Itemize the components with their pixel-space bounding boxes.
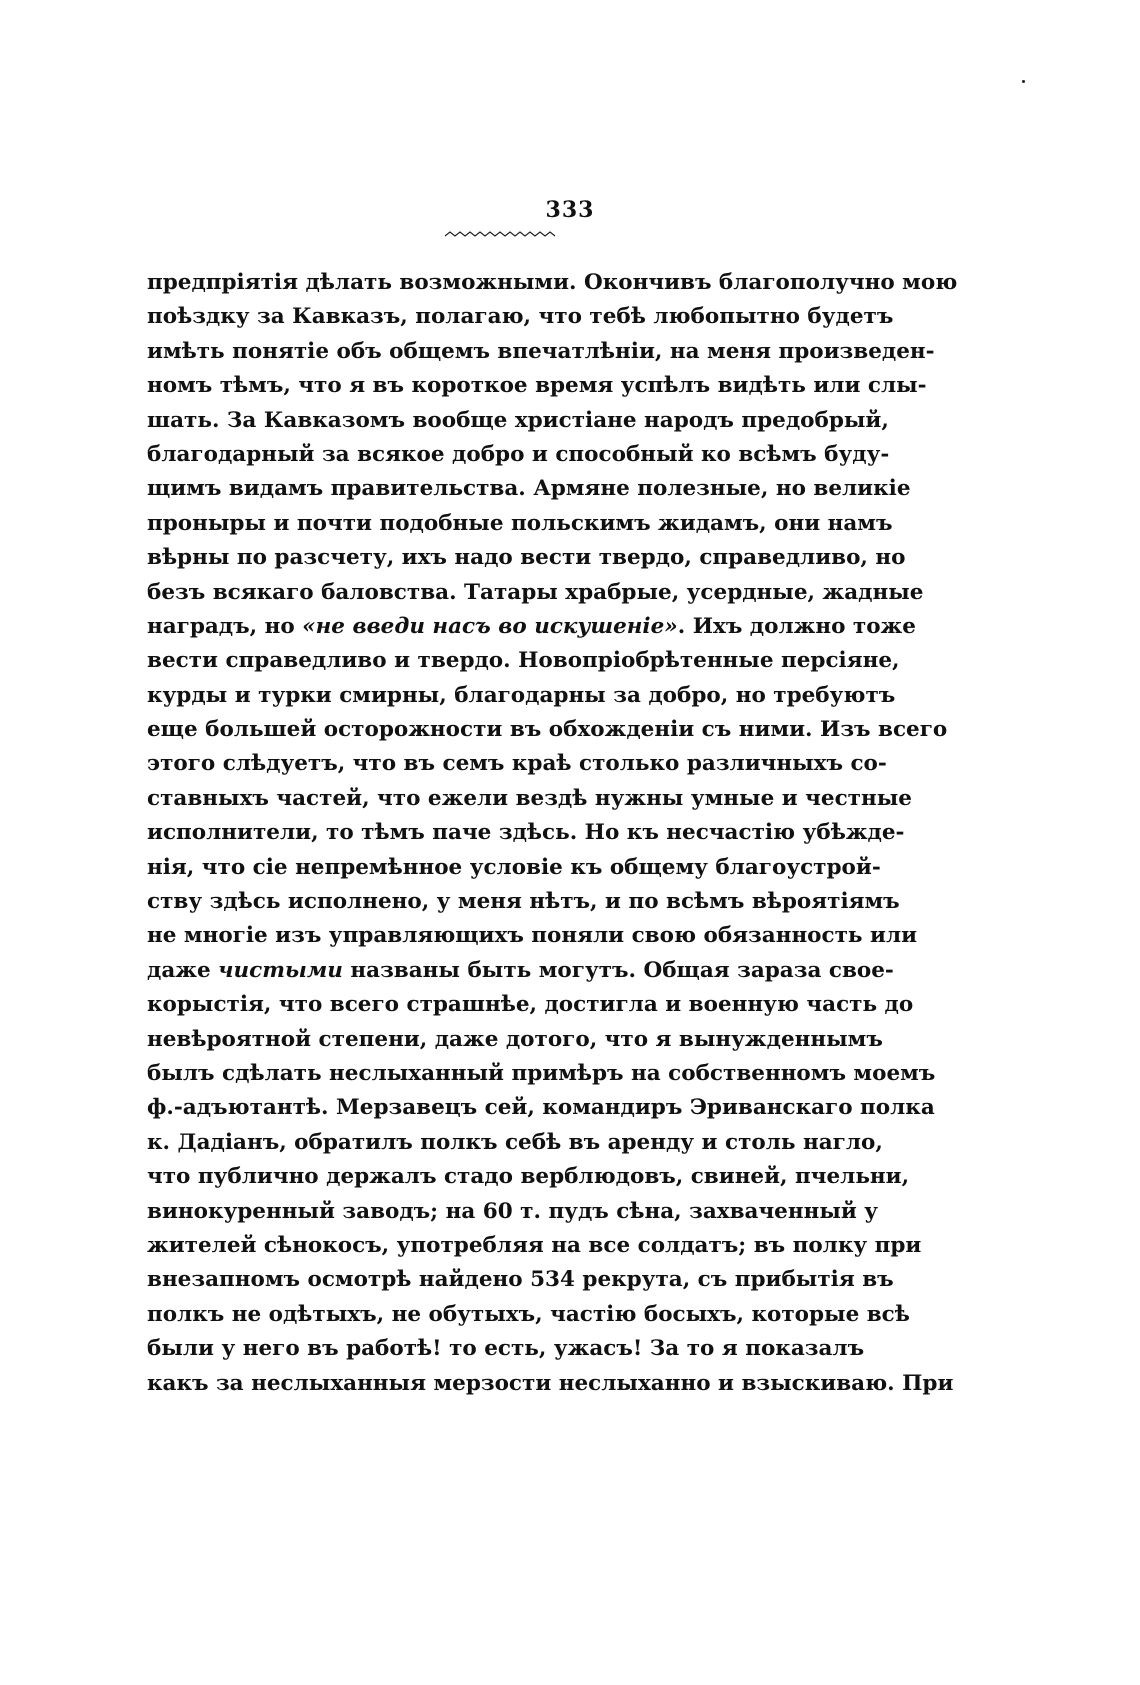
text-run: ставныхъ частей, что ежели вездѣ нужны умные и честные [147, 785, 912, 811]
text-line [147, 1229, 922, 1263]
text-line [147, 300, 894, 334]
text-run: названы быть могутъ. Общая зараза свое- [342, 957, 894, 983]
text-line [147, 1091, 935, 1125]
text-run: были у него въ работѣ! то есть, ужасъ! За то я показалъ [147, 1336, 865, 1362]
text-line [147, 1367, 954, 1401]
italic-text: чистыми [218, 957, 343, 983]
text-run: к. Дадіанъ, обратилъ полкъ себѣ въ аренду и столь нагло, [147, 1129, 883, 1155]
text-line [147, 1298, 910, 1332]
text-line [147, 1126, 883, 1160]
text-line [147, 541, 906, 575]
text-line [147, 507, 893, 541]
text-run: винокуренный заводъ; на 60 т. пудъ сѣна, захваченный у [147, 1198, 879, 1224]
page-number: 333 [545, 197, 595, 223]
text-run: невѣроятной степени, даже дотого, что я вынужденнымъ [147, 1026, 883, 1052]
text-run: ф.-адъютантѣ. Мерзавецъ сей, командиръ Эриванскаго полка [147, 1095, 935, 1121]
text-run: не многіе изъ управляющихъ поняли свою обязанность или [147, 923, 918, 949]
text-line [147, 1160, 910, 1194]
text-run: предпріятія дѣлать возможными. Окончивъ благополучно мою [147, 270, 958, 295]
text-run: благодарный за всякое добро и способный ко всѣмъ буду- [147, 441, 890, 467]
text-line [147, 988, 914, 1022]
text-run: корыстія, что всего страшнѣе, достигла и военную часть до [147, 992, 914, 1018]
text-run: наградъ, но [147, 613, 303, 639]
text-run: какъ за неслыханныя мерзости неслыханно и взыскиваю. При [147, 1370, 954, 1396]
text-run: даже [147, 957, 219, 983]
text-line [147, 679, 896, 713]
text-line [147, 713, 948, 747]
text-run: ству здѣсь исполнено, у меня нѣтъ, и по всѣмъ вѣроятіямъ [147, 889, 900, 915]
page-speck [1022, 80, 1025, 83]
text-run: вести справедливо и твердо. Новопріобрѣтенные персіяне, [147, 648, 900, 674]
text-line [147, 851, 881, 885]
text-line [147, 438, 890, 472]
text-run: внезапномъ осмотрѣ найдено 534 рекрута, съ прибытія въ [147, 1267, 894, 1293]
text-run: шать. За Кавказомъ вообще христіане народъ предобрый, [147, 407, 889, 433]
text-line [147, 1023, 883, 1057]
text-run: номъ тѣмъ, что я въ короткое время успѣлъ видѣть или слы- [147, 373, 927, 399]
text-line [147, 816, 905, 850]
text-line [147, 1195, 879, 1229]
text-run: исполнители, то тѣмъ паче здѣсь. Но къ несчастію убѣжде- [147, 820, 905, 846]
text-line [147, 404, 889, 438]
text-line [147, 885, 900, 919]
text-run: вѣрны по разсчету, ихъ надо вести твердо, справедливо, но [147, 545, 906, 571]
text-line [147, 954, 894, 988]
text-run: щимъ видамъ правительства. Армяне полезные, но великіе [147, 476, 911, 502]
text-run: этого слѣдуетъ, что въ семъ краѣ столько различныхъ со- [147, 751, 887, 777]
text-run: полкъ не одѣтыхъ, не обутыхъ, частію босыхъ, которые всѣ [147, 1301, 910, 1327]
text-line [147, 782, 912, 816]
text-run: . Ихъ должно тоже [677, 613, 916, 639]
text-run: еще большей осторожности въ обхожденіи съ ними. Изъ всего [147, 717, 948, 743]
text-line [147, 335, 935, 369]
text-run: безъ всякаго баловства. Татары храбрые, усердные, жадные [147, 579, 924, 605]
italic-text: «не введи насъ во искушеніе» [302, 613, 678, 639]
text-line [147, 1263, 894, 1297]
body-text [147, 266, 958, 1401]
text-run: жителей сѣнокосъ, употребляя на все солдатъ; въ полку при [147, 1232, 922, 1258]
text-line [147, 747, 887, 781]
text-line [147, 610, 916, 644]
text-run: поѣздку за Кавказъ, полагаю, что тебѣ любопытно будетъ [147, 304, 894, 330]
text-line [147, 369, 927, 403]
text-run: нія, что сіе непремѣнное условіе къ общему благоустрой- [147, 854, 881, 880]
page-number-ornament [445, 230, 555, 238]
text-run: имѣть понятіе объ общемъ впечатлѣніи, на меня произведен- [147, 338, 935, 364]
text-run: былъ сдѣлать неслыханный примѣръ на собственномъ моемъ [147, 1060, 936, 1086]
text-run: курды и турки смирны, благодарны за добро, но требуютъ [147, 682, 896, 708]
text-line [147, 266, 958, 300]
text-line [147, 472, 911, 506]
text-line [147, 1057, 936, 1091]
text-line [147, 919, 918, 953]
text-line [147, 1332, 865, 1366]
text-line [147, 576, 924, 610]
text-run: что публично держалъ стадо верблюдовъ, свиней, пчельни, [147, 1164, 910, 1190]
text-run: проныры и почти подобные польскимъ жидамъ, они намъ [147, 510, 893, 536]
text-line [147, 644, 900, 678]
